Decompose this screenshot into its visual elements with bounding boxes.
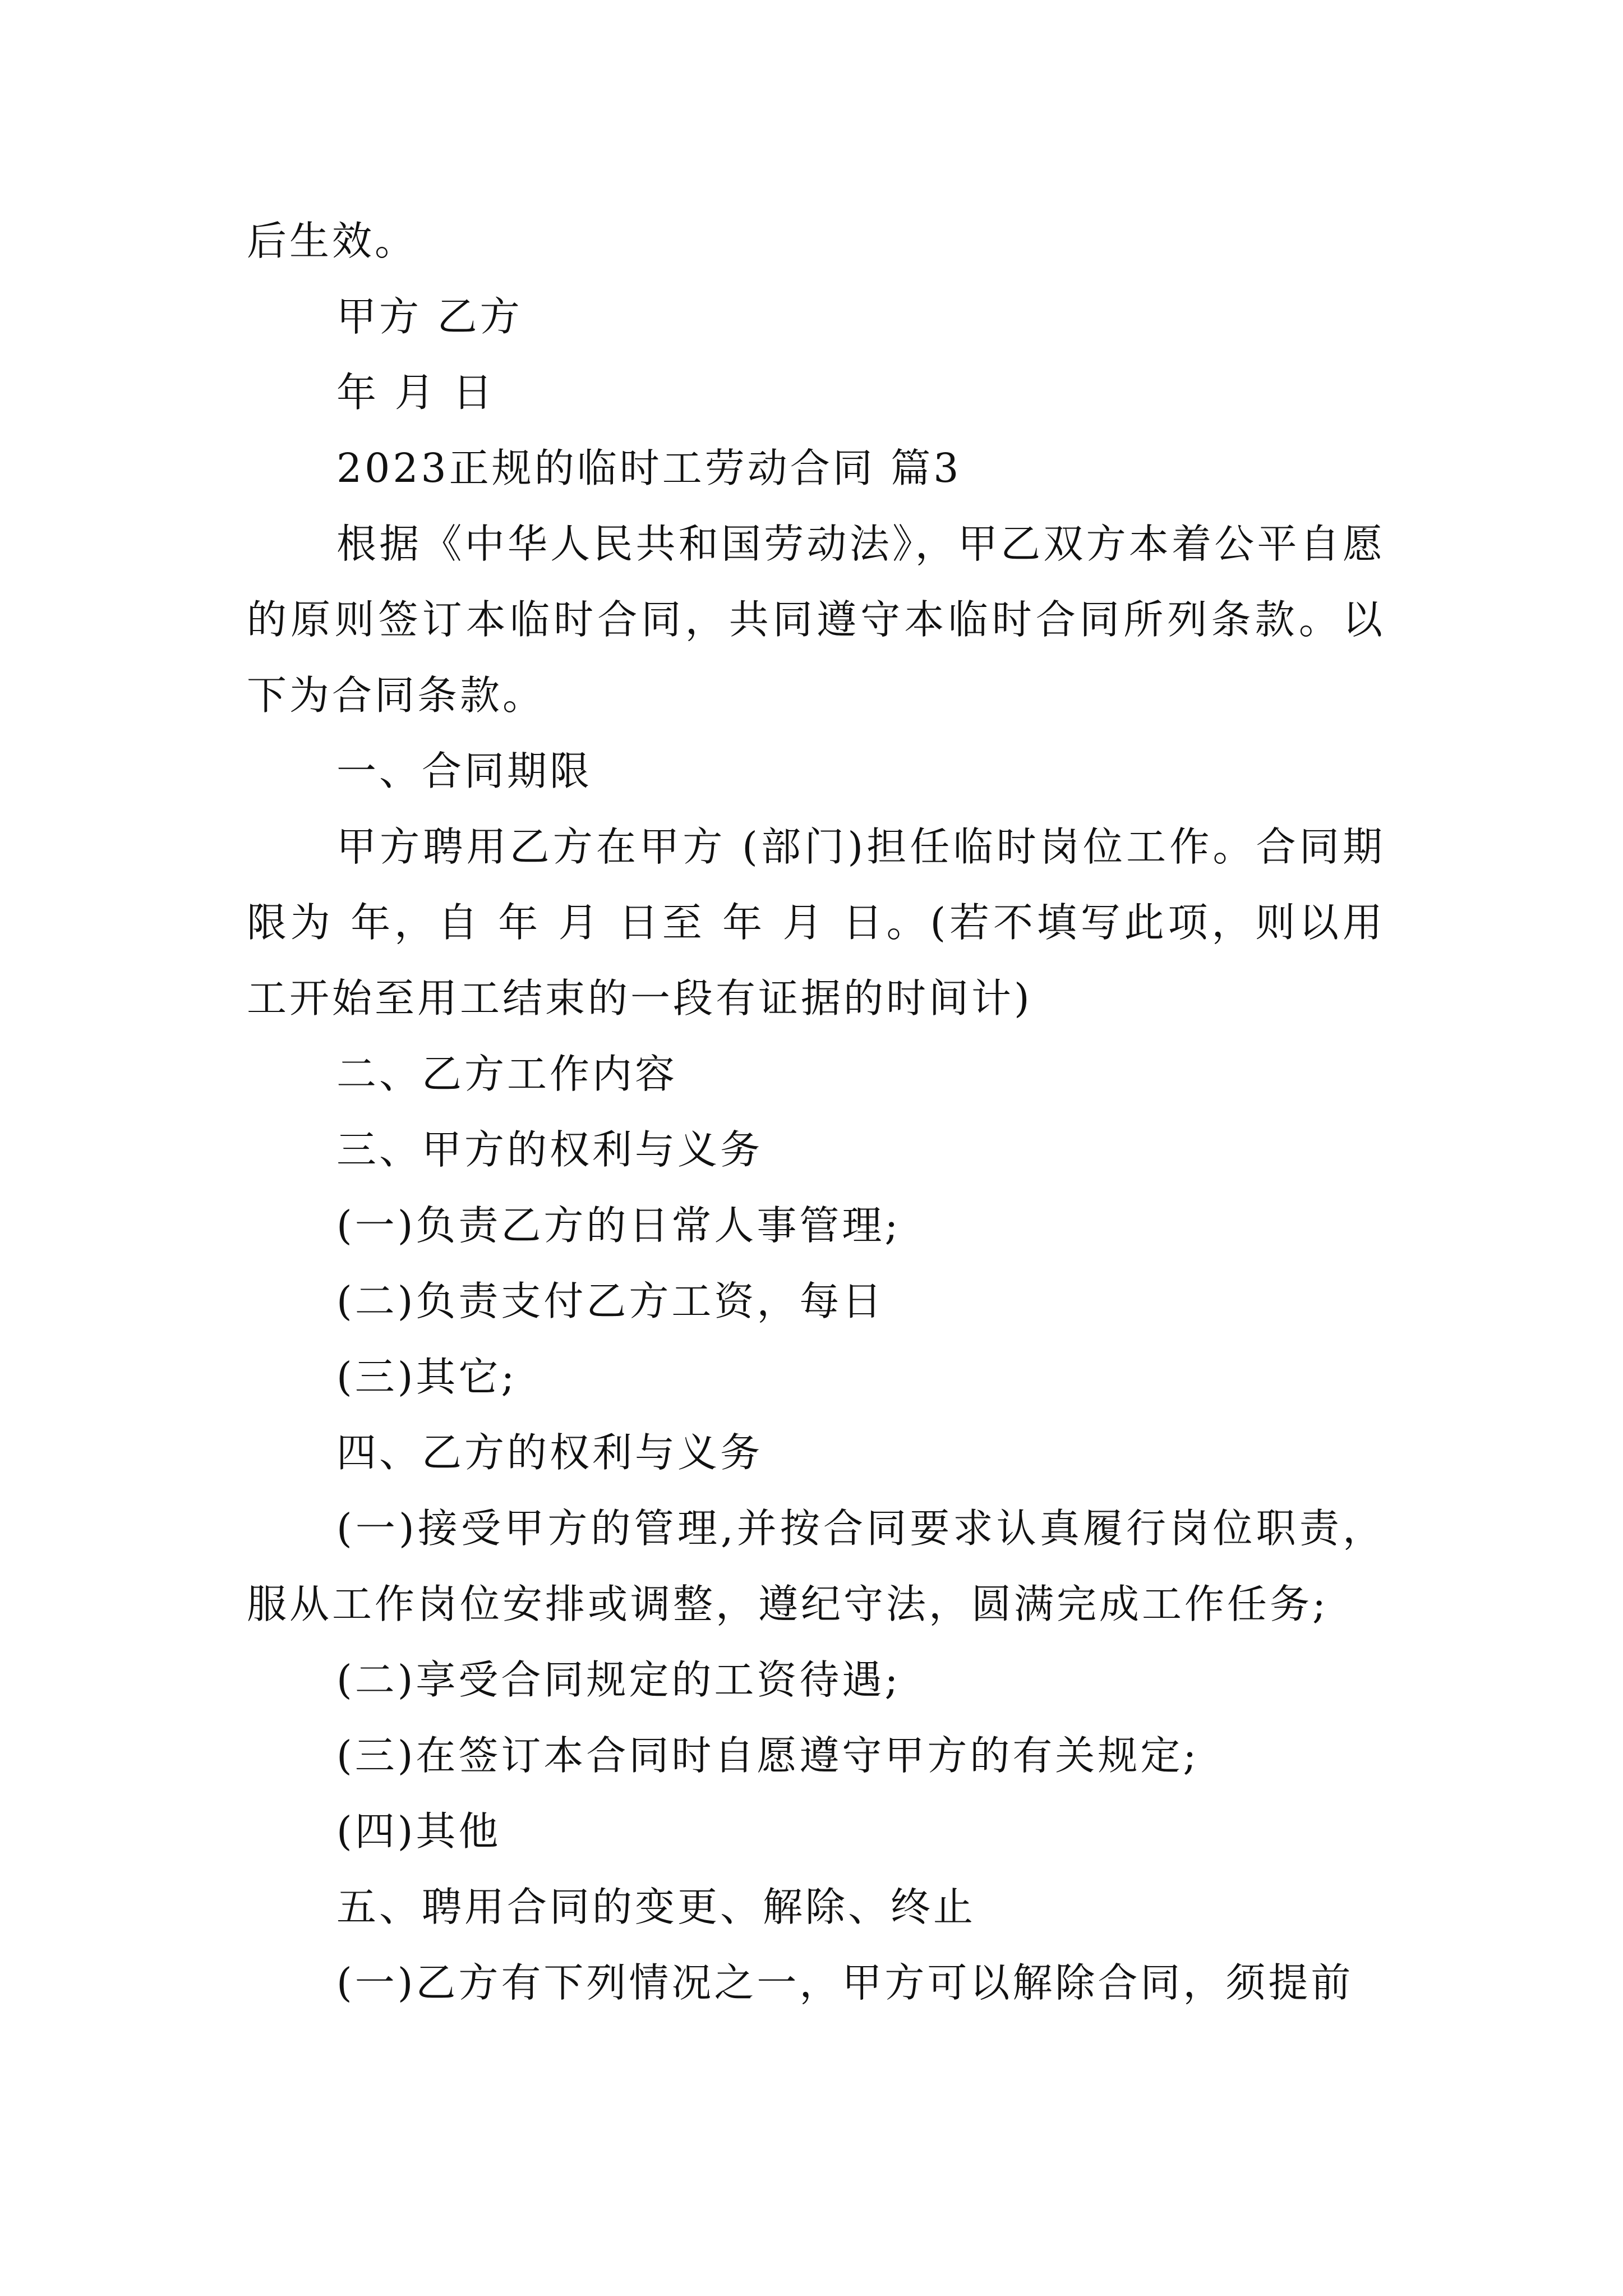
list-item: (四)其他: [336, 1808, 501, 1855]
signature-parties-line: 甲方 乙方: [336, 293, 523, 340]
list-item: (二)负责支付乙方工资，每日: [336, 1278, 885, 1324]
list-item: (一)接受甲方的管理,并按合同要求认真履行岗位职责，服从工作岗位安排或调整，遵纪守法，圆满完成工作任务;: [247, 1505, 1385, 1627]
document-body: [247, 203, 1385, 2021]
clause-heading-termination: 五、聘用合同的变更、解除、终止: [336, 1884, 976, 1930]
paragraph-continuation: 后生效。: [247, 218, 418, 264]
paragraph-preamble: 根据《中华人民共和国劳动法》，甲乙双方本着公平自愿的原则签订本临时合同，共同遵守本临时合同所列条款。以下为合同条款。: [247, 521, 1385, 719]
list-item: (三)其它;: [336, 1354, 518, 1400]
section-title: 2023正规的临时工劳动合同 篇3: [336, 445, 962, 491]
list-item: (一)负责乙方的日常人事管理;: [336, 1202, 901, 1249]
clause-heading-party-a: 三、甲方的权利与义务: [336, 1126, 763, 1173]
list-item: (二)享受合同规定的工资待遇;: [336, 1657, 901, 1703]
list-item: (一)乙方有下列情况之一，甲方可以解除合同，须提前: [336, 1959, 1354, 2006]
clause-heading-work-content: 二、乙方工作内容: [336, 1051, 678, 1097]
signature-date-line: 年 月 日: [336, 369, 496, 416]
clause-heading-term: 一、合同期限: [336, 748, 593, 794]
clause-heading-party-b: 四、乙方的权利与义务: [336, 1429, 763, 1476]
paragraph-term: 甲方聘用乙方在甲方 (部门)担任临时岗位工作。合同期限为 年，自 年 月 日至 年 月 日。(若不填写此项，则以用工开始至用工结束的一段有证据的时间计): [247, 823, 1385, 1022]
list-item: (三)在签订本合同时自愿遵守甲方的有关规定;: [336, 1732, 1200, 1779]
